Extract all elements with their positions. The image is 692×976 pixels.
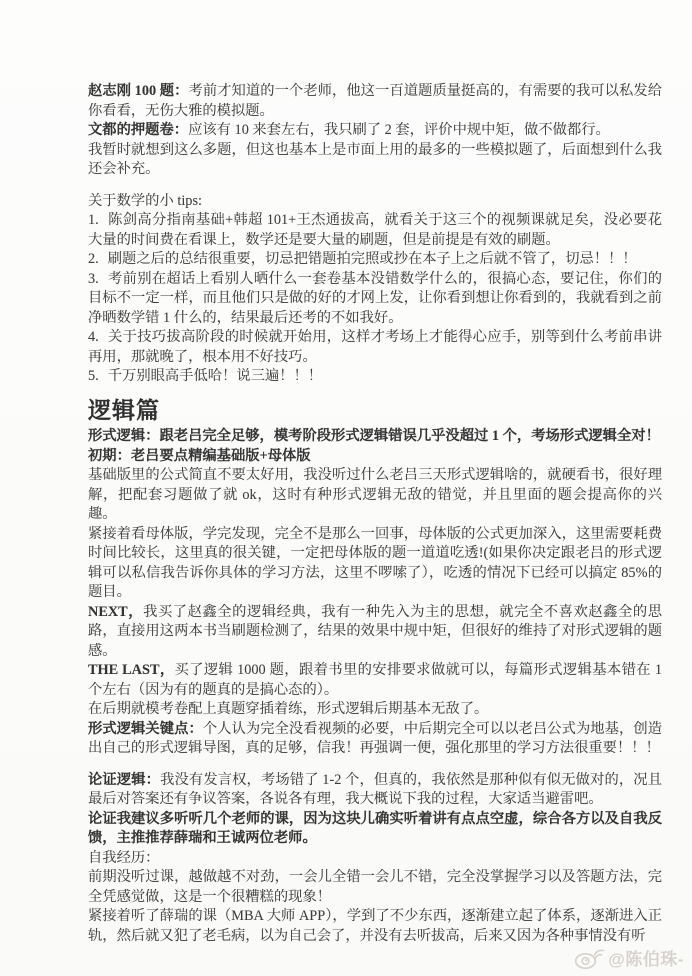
paragraph: 我暂时就想到这么多题，但这也基本上是市面上用的最多的一些模拟题了，后面想到什么我还会补充。 xyxy=(88,141,662,177)
paragraph-lead: THE LAST， xyxy=(88,662,175,678)
list-item xyxy=(88,250,662,270)
paragraph-lead: NEXT， xyxy=(88,603,144,620)
paragraph xyxy=(88,661,662,700)
paragraph: 在后期就模考卷配上真题穿插着练，形式逻辑后期基本无敌了。 xyxy=(88,701,489,717)
paragraph: 自我经历： xyxy=(88,849,160,866)
paragraph-lead: 文都的押题卷： xyxy=(88,122,189,138)
paragraph-text: 我没有发言权，考场错了 1-2 个，但真的，我依然是那种似有似无做对的，况且最后对答案还有争议答案，各说各有理，我大概说下我的过程，大家适当避雷吧。 xyxy=(88,771,663,807)
list-item-number: 4. xyxy=(88,329,99,345)
list-item-text: 陈剑高分指南基础+韩超 101+王杰通拔高，就看关于这三个的视频课就足矣，没必要花大量的时间费在看课上，数学还是要大量的刷题，但是前提是有效的刷题。 xyxy=(88,212,662,248)
list-item xyxy=(88,270,662,329)
paragraph xyxy=(88,720,662,759)
paragraph: 关于数学的小 tips: xyxy=(88,192,202,209)
document-content xyxy=(88,82,662,946)
list-item-text: 考前别在超话上看别人晒什么一套卷基本没错数学什么的，很搞心态，要记住，你们的目标不一定一样，而且他们只是做的好的才网上发，让你看到想让你看到的，我就看到之前净晒数学错 1 什么的，结果最后还考的不如我好。 xyxy=(88,270,662,326)
list-item xyxy=(88,211,662,250)
paragraph: 紧接着看母体版，学完发现，完全不是那么一回事，母体版的公式更加深入，这里需要耗费时间比较长，这里真的很关键，一定把母体版的题一道道吃透!(如果你决定跟老吕的形式逻辑可以私信我告诉你具体的学习方法，这里不啰嗦了），吃透的情况下已经可以搞定 85%的题目。 xyxy=(88,525,662,600)
spacer xyxy=(88,759,662,771)
paragraph: 紧接着听了薛瑞的课（MBA 大师 APP），学到了不少东西，逐渐建立起了体系，逐渐进入正轨，然后就又犯了老毛病，以为自己会了，并没有去听拔高，后来又因为各种事情没有听 xyxy=(88,908,662,944)
section-heading: 逻辑篇 xyxy=(88,397,160,423)
list-item-text: 关于技巧拔高阶段的时候就开始用，这样才考场上才能得心应手，别等到什么考前串讲再用，那就晚了，根本用不好技巧。 xyxy=(88,329,662,365)
paragraph-text: 应该有 10 来套左右，我只刷了 2 套，评价中规中矩，做不做都行。 xyxy=(188,122,610,138)
spacer xyxy=(88,180,662,192)
list-item-text: 刷题之后的总结很重要，切忌把错题拍完照或抄在本子上之后就不管了，切忌！！！ xyxy=(107,251,637,267)
list-item-number: 5. xyxy=(88,368,99,384)
list-item-text: 千万别眼高手低哈！说三遍！！！ xyxy=(107,368,323,384)
paragraph-text: 我买了赵鑫全的逻辑经典，我有一种先入为主的思想，就完全不喜欢赵鑫全的思路，直接用这两本书当刷题检测了，结果的效果中规中矩，但很好的维持了对形式逻辑的题感。 xyxy=(88,603,662,659)
paragraph xyxy=(88,82,662,121)
paragraph-lead: 论证逻辑： xyxy=(88,771,161,788)
paragraph: 前期没听过课，越做越不对劲，一会儿全错一会儿不错，完全没掌握学习以及答题方法，完全凭感觉做，这是一个很糟糕的现象！ xyxy=(88,869,662,905)
paragraph: 形式逻辑：跟老吕完全足够，模考阶段形式逻辑错误几乎没超过 1 个，考场形式逻辑全对！ xyxy=(88,428,660,444)
paragraph-lead: 赵志刚 100 题： xyxy=(88,83,189,99)
list-item xyxy=(88,367,662,387)
paragraph-text: 买了逻辑 1000 题，跟着书里的安排要求做就可以，每篇形式逻辑基本错在 1 个左右（因为有的题真的是搞心态的）。 xyxy=(88,662,662,698)
list-item xyxy=(88,328,662,367)
paragraph xyxy=(88,603,662,662)
paragraph-lead: 形式逻辑关键点： xyxy=(88,720,203,737)
paragraph: 基础版里的公式简直不要太好用，我没听过什么老吕三天形式逻辑啥的，就硬看书，很好理解，把配套习题做了就 ok，这时有种形式逻辑无敌的错觉，并且里面的题会提高你的兴趣。 xyxy=(88,467,662,522)
weibo-icon xyxy=(574,946,605,970)
watermark xyxy=(574,945,684,970)
paragraph: 论证我建议多听听几个老师的课，因为这块儿确实听着讲有点点空虚，综合各方以及自我反馈，主推推荐薛瑞和王诚两位老师。 xyxy=(88,810,662,846)
watermark-handle: @陈伯珠- xyxy=(608,950,684,969)
paragraph: 初期：老吕要点精编基础版+母体版 xyxy=(88,447,311,464)
list-item-number: 2. xyxy=(88,251,99,267)
paragraph xyxy=(88,121,662,141)
paragraph-text: 个人认为完全没看视频的必要，中后期完全可以以老吕公式为地基，创造出自己的形式逻辑导图，真的足够，信我！再强调一便，强化那里的学习方法很重要！！！ xyxy=(88,720,662,756)
list-item-number: 1. xyxy=(88,212,99,228)
paragraph-text: 考前才知道的一个老师，他这一百道题质量挺高的，有需要的我可以私发给你看看，无伤大雅的模拟题。 xyxy=(88,83,663,119)
paragraph xyxy=(88,771,662,810)
list-item-number: 3. xyxy=(88,270,99,287)
